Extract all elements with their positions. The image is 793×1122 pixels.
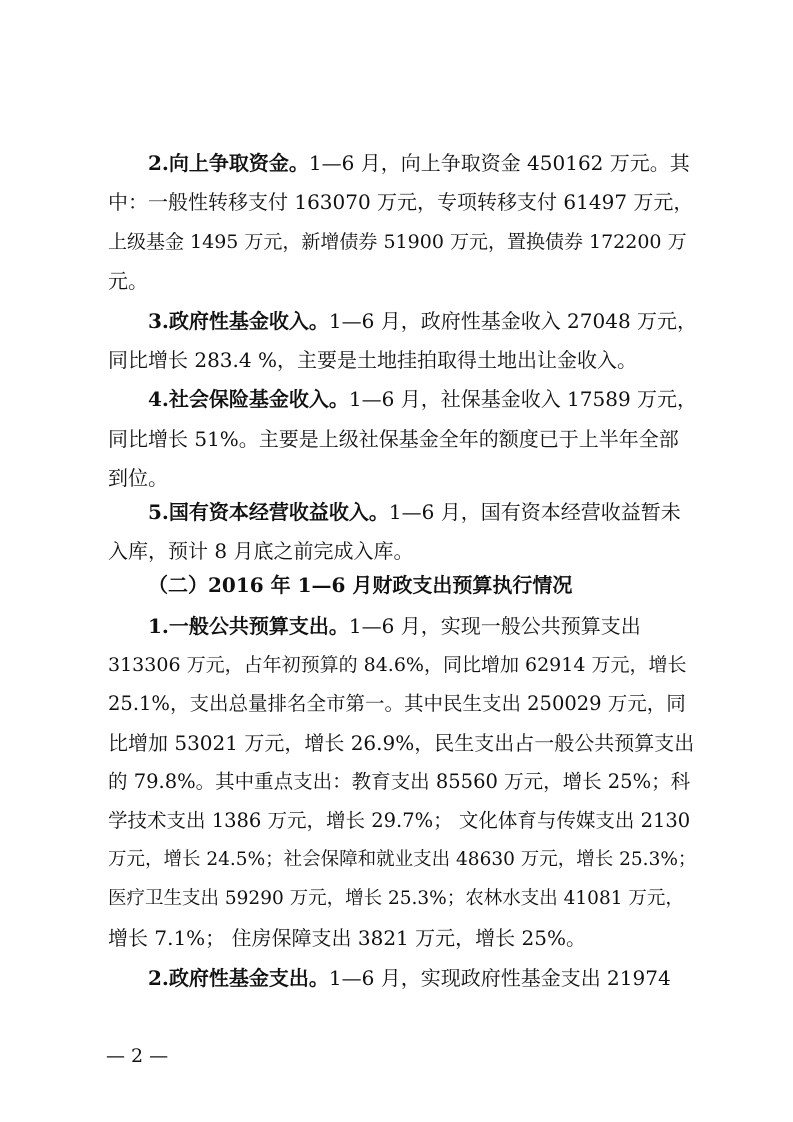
paragraph-heading: 5.国有资本经营收益收入。 (148, 500, 389, 524)
paragraph-heading: 1.一般公共预算支出。 (148, 614, 349, 638)
paragraph-line: 到位。 (108, 466, 168, 490)
paragraph-text: 1—6 月，实现一般公共预算支出 (348, 614, 641, 638)
paragraph-heading: 2.向上争取资金。 (148, 151, 309, 175)
paragraph-line: 313306 万元，占年初预算的 84.6%，同比增加 62914 万元，增长 (108, 654, 687, 676)
paragraph-line: 同比增长 283.4 %，主要是土地挂拍取得土地出让金收入。 (108, 348, 637, 372)
paragraph-text: 1—6 月，向上争取资金 450162 万元。其 (308, 151, 690, 175)
paragraph-line: 的 79.8%。其中重点支出：教育支出 85560 万元，增长 25%；科 (108, 770, 691, 793)
paragraph-line: 中：一般性转移支付 163070 万元，专项转移支付 61497 万元， (108, 190, 694, 214)
paragraph-line: 万元，增长 24.5%；社会保障和就业支出 48630 万元，增长 25.3%； (108, 849, 697, 870)
paragraph-line: 元。 (108, 269, 148, 293)
paragraph-text: 1—6 月，实现政府性基金支出 21974 (328, 966, 671, 990)
paragraph-text: 1—6 月，国有资本经营收益暂未 (388, 500, 681, 524)
paragraph-line (148, 305, 698, 337)
paragraph-line: 上级基金 1495 万元，新增债券 51900 万元，置换债券 172200 万 (108, 231, 687, 253)
paragraph-line: 学技术支出 1386 万元，增长 29.7%； 文化体育与传媒支出 2130 (108, 809, 691, 832)
paragraph-line: 入库，预计 8 月底之前完成入库。 (108, 539, 414, 563)
paragraph-text: 1—6 月，政府性基金收入 27048 万元， (328, 309, 698, 333)
paragraph-line: 增长 7.1%； 住房保障支出 3821 万元，增长 25%。 (108, 926, 586, 950)
paragraph-line (148, 962, 698, 994)
paragraph-line (148, 496, 698, 528)
paragraph-line (148, 610, 698, 642)
section-heading: （二）2016 年 1—6 月财政支出预算执行情况 (148, 573, 573, 597)
paragraph-line: 25.1%，支出总量排名全市第一。其中民生支出 250029 万元，同 (108, 692, 686, 715)
paragraph-line: 同比增长 51%。主要是上级社保基金全年的额度已于上半年全部 (108, 427, 679, 451)
paragraph-line (148, 147, 698, 179)
paragraph-heading: 4.社会保险基金收入。 (148, 387, 349, 411)
paragraph-line: 医疗卫生支出 59290 万元，增长 25.3%；农林水支出 41081 万元， (108, 888, 684, 909)
page-number: — 2 — (106, 1045, 169, 1067)
paragraph-text: 1—6 月，社保基金收入 17589 万元， (348, 387, 698, 411)
paragraph-line: 比增加 53021 万元，增长 26.9%，民生支出占一般公共预算支出 (108, 731, 695, 755)
paragraph-line (148, 383, 698, 415)
paragraph-heading: 3.政府性基金收入。 (148, 309, 329, 333)
paragraph-heading: 2.政府性基金支出。 (148, 966, 329, 990)
